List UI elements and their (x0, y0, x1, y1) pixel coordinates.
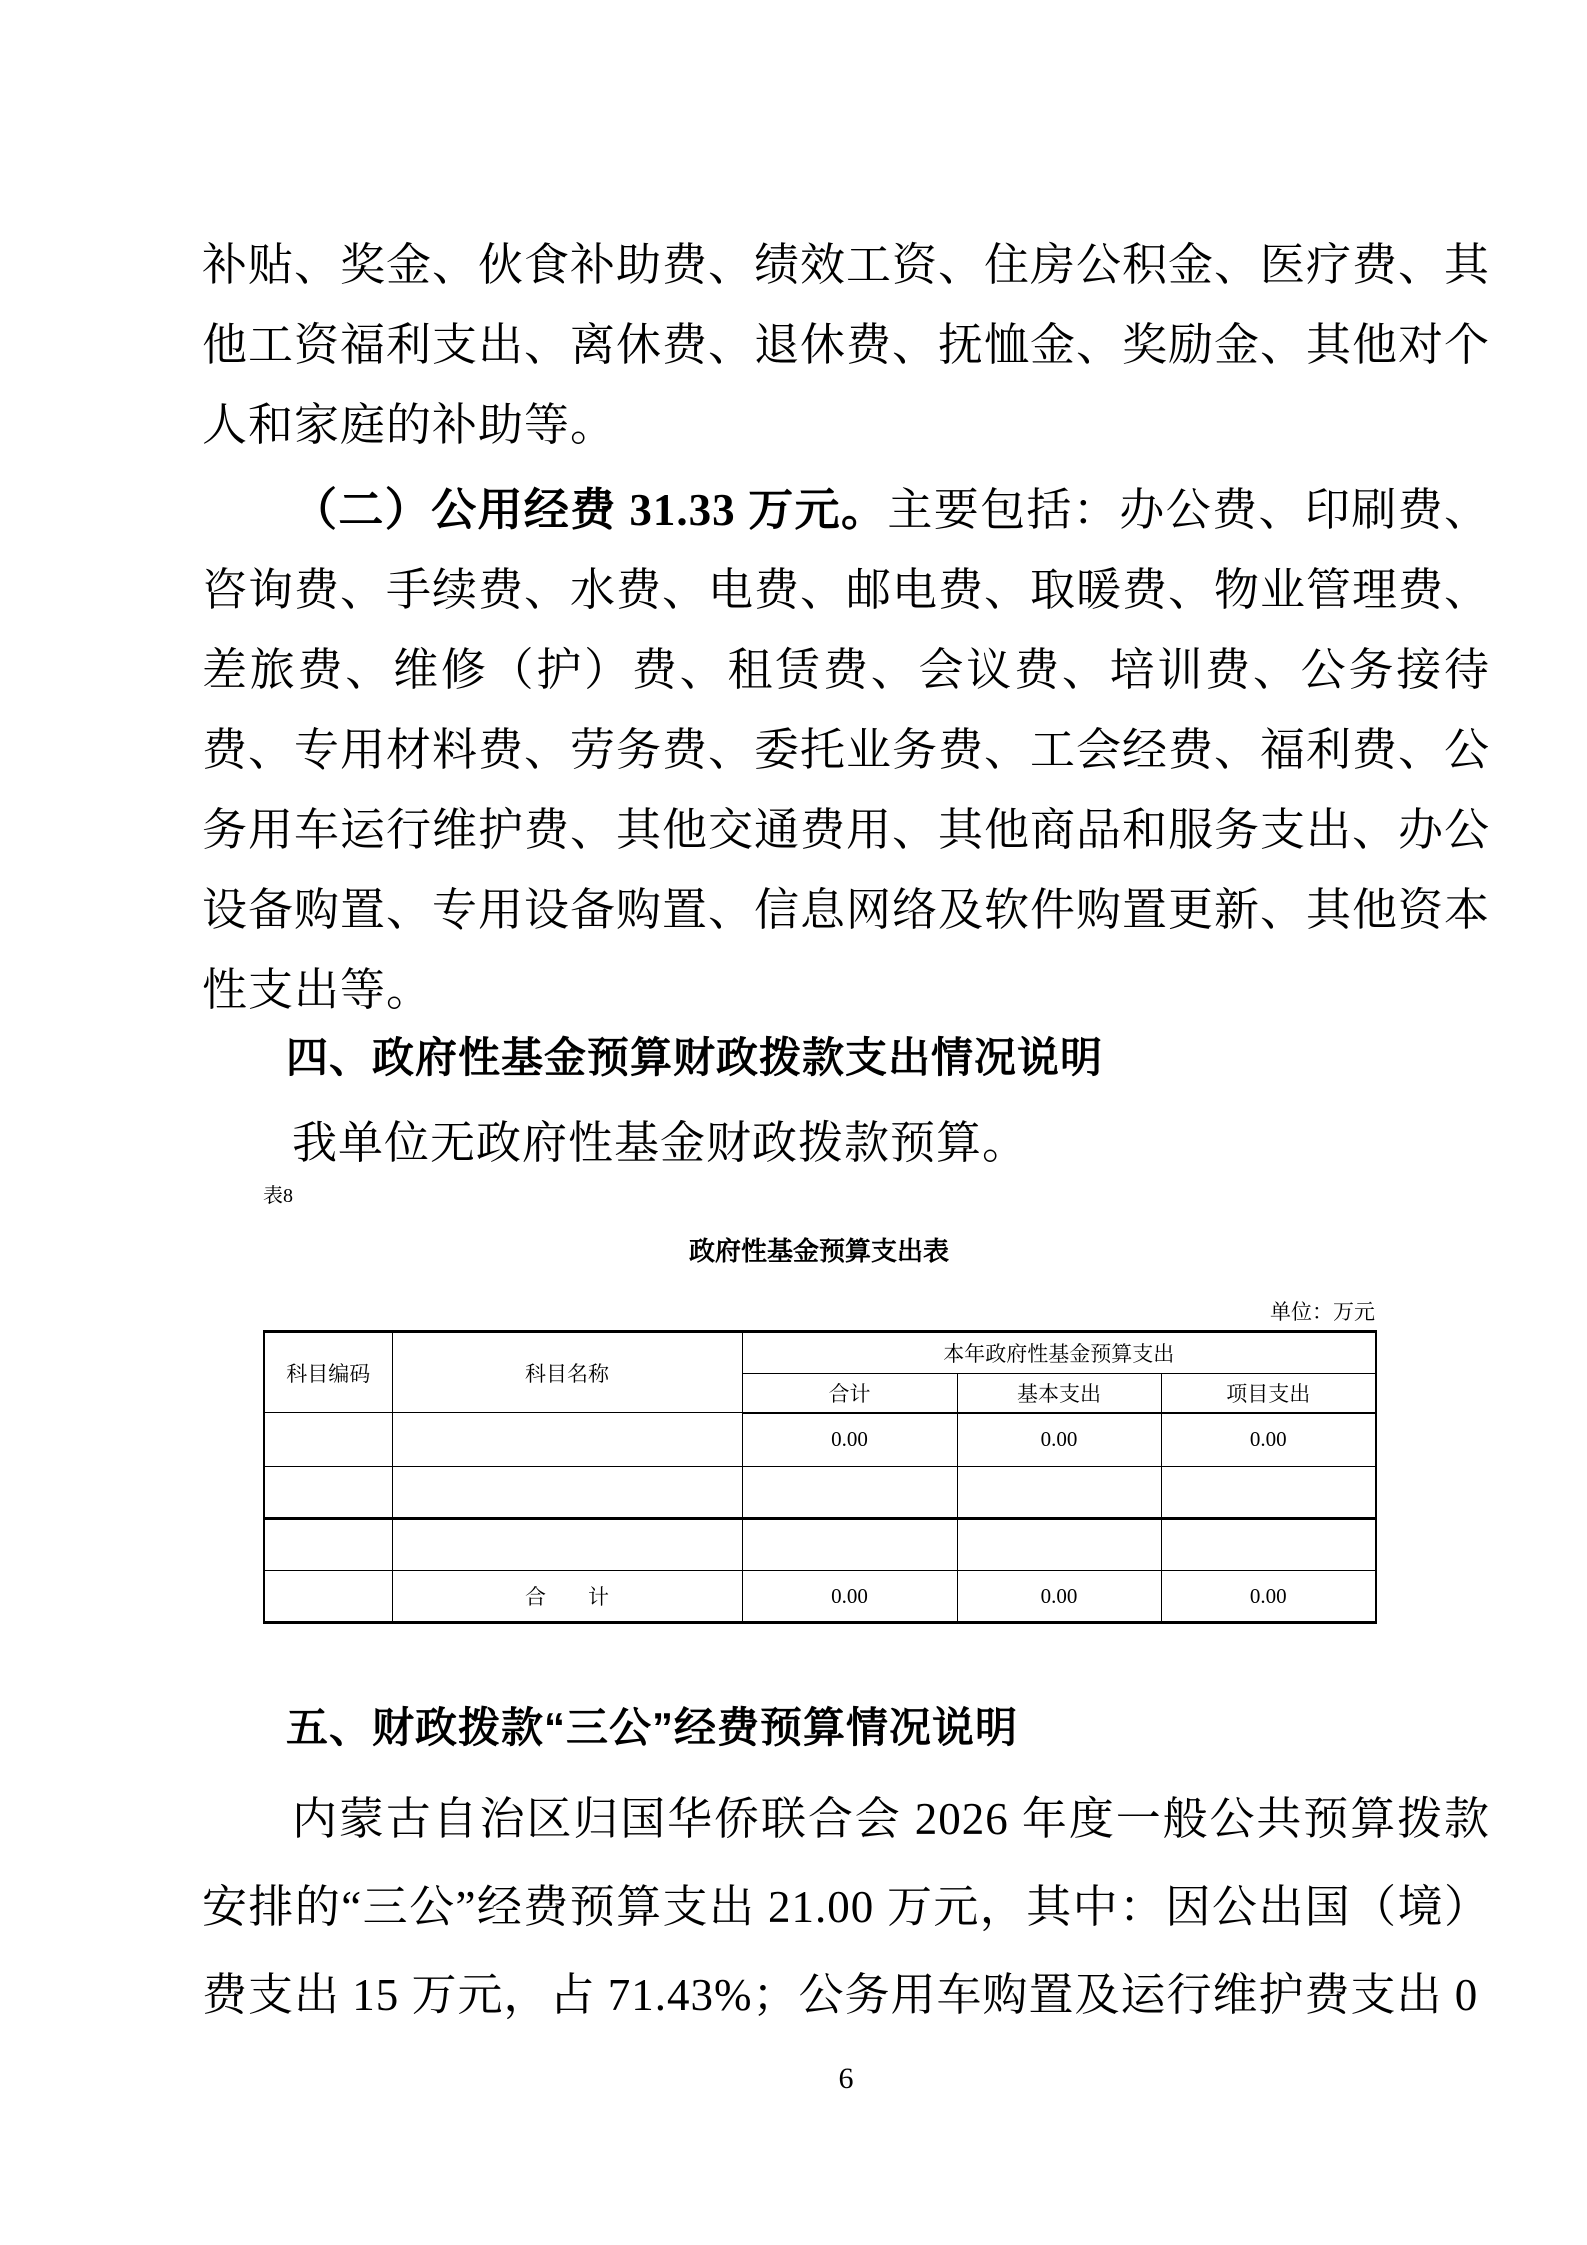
cell-total (742, 1467, 957, 1519)
fund-budget-table (263, 1330, 1377, 1624)
table-title: 政府性基金预算支出表 (688, 1236, 949, 1266)
paragraph-public-expense-body: 主要包括：办公费、印刷费、咨询费、手续费、水费、电费、邮电费、取暖费、物业管理费、差旅费、维修（护）费、租赁费、会议费、培训费、公务接待费、专用材料费、劳务费、委托业务费、工会经费、福利费、公务用车运行维护费、其他交通费用、其他商品和服务支出、办公设备购置、专用设备购置、信息网络及软件购置更新、其他资本性支出等。 (202, 485, 1491, 1015)
table-row (264, 1467, 1376, 1519)
cell-project: 0.00 (1161, 1571, 1376, 1623)
cell-name (392, 1467, 742, 1519)
paragraph-public-expense-lead: （二）公用经费 31.33 万元。 (292, 485, 888, 535)
table-row (264, 1519, 1376, 1571)
cell-basic: 0.00 (957, 1571, 1161, 1623)
cell-code (264, 1519, 392, 1571)
heading-section-4: 四、政府性基金预算财政拨款支出情况说明 (286, 1034, 1104, 1081)
header-cell-basic: 基本支出 (957, 1374, 1161, 1413)
paragraph-no-fund-budget: 我单位无政府性基金财政拨款预算。 (292, 1118, 1029, 1168)
paragraph-wages-continuation: 补贴、奖金、伙食补助费、绩效工资、住房公积金、医疗费、其他工资福利支出、离休费、退休费、抚恤金、奖励金、其他对个人和家庭的补助等。 (202, 240, 1491, 450)
table-total-row (264, 1571, 1376, 1623)
cell-code (264, 1467, 392, 1519)
cell-project: 0.00 (1161, 1413, 1376, 1467)
cell-project (1161, 1519, 1376, 1571)
table-unit-note: 单位：万元 (1270, 1300, 1375, 1324)
cell-basic (957, 1467, 1161, 1519)
table-header-row-1 (264, 1332, 1376, 1374)
cell-code (264, 1413, 392, 1467)
cell-code (264, 1571, 392, 1623)
cell-name-total-label: 合 计 (392, 1571, 742, 1623)
cell-name (392, 1519, 742, 1571)
cell-total: 0.00 (742, 1413, 957, 1467)
paragraph-sangong-budget: 内蒙古自治区归国华侨联合会 2026 年度一般公共预算拨款安排的“三公”经费预算支出 21.00 万元，其中：因公出国（境）费支出 15 万元，占 71.43%；公务用车购置及运行维护费支出 0 (202, 1794, 1490, 2020)
header-cell-fund-group: 本年政府性基金预算支出 (742, 1332, 1376, 1374)
cell-project (1161, 1467, 1376, 1519)
cell-total: 0.00 (742, 1571, 957, 1623)
page-number: 6 (838, 2062, 854, 2095)
header-cell-total: 合计 (742, 1374, 957, 1413)
header-cell-subject-code: 科目编码 (264, 1332, 392, 1413)
paragraph-public-expense (202, 470, 1490, 1030)
table-number-label: 表8 (263, 1185, 293, 1207)
fund-budget-table-block (263, 1183, 1375, 1624)
cell-name (392, 1413, 742, 1467)
cell-total (742, 1519, 957, 1571)
header-cell-subject-name: 科目名称 (392, 1332, 742, 1413)
cell-basic: 0.00 (957, 1413, 1161, 1467)
cell-basic (957, 1519, 1161, 1571)
heading-section-5: 五、财政拨款“三公”经费预算情况说明 (286, 1704, 1019, 1751)
table-row (264, 1413, 1376, 1467)
header-cell-project: 项目支出 (1161, 1374, 1376, 1413)
